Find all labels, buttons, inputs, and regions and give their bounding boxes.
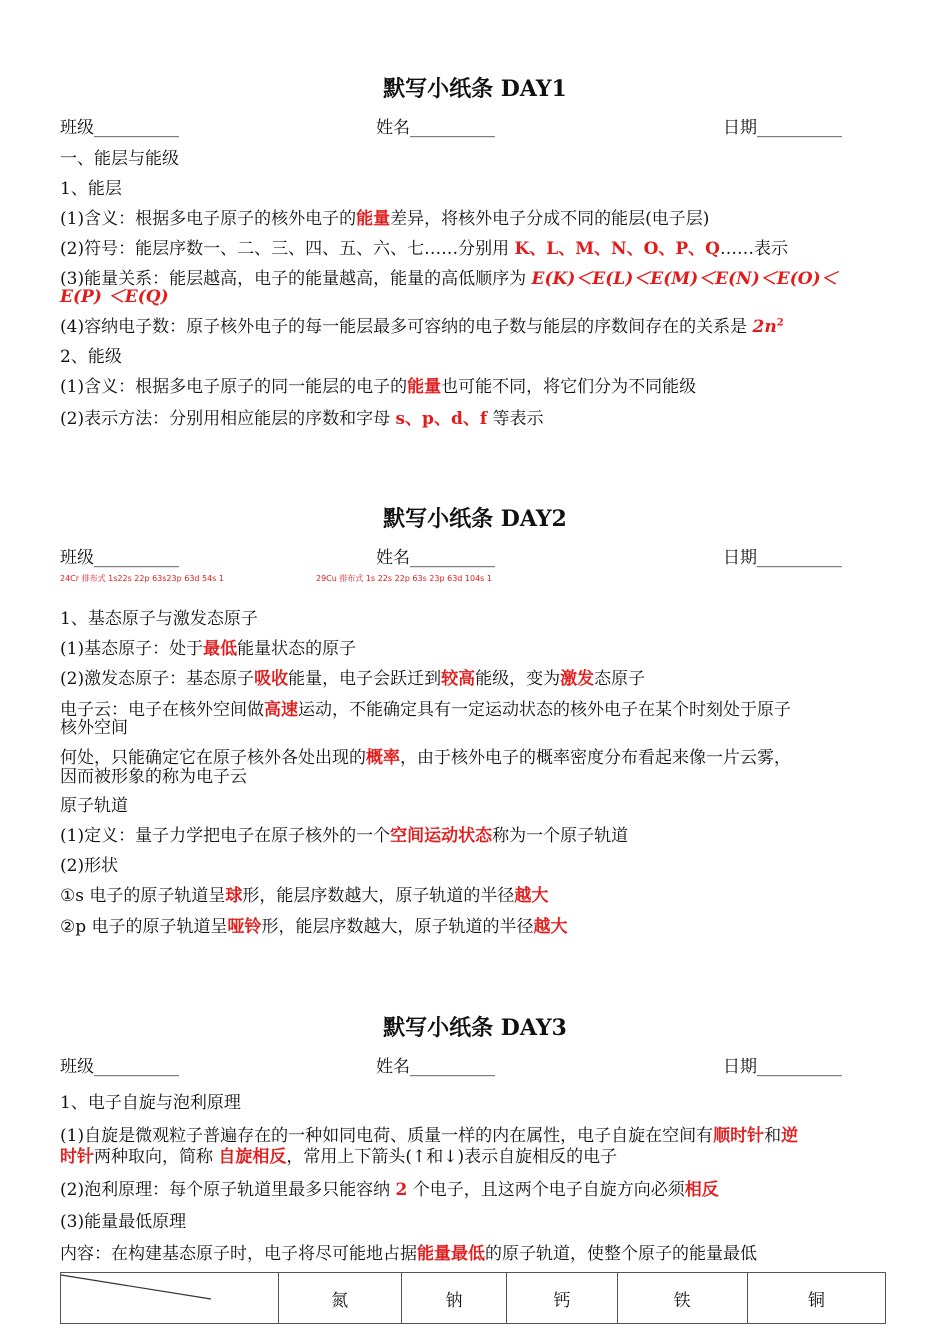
day3-sub-heading-1: 1、电子自旋与泡利原理 (60, 1093, 241, 1113)
day3-line-3: (2)泡利原理：每个原子轨道里最多只能容纳 2 个电子，且这两个电子自旋方向必须相反 (60, 1180, 719, 1200)
day3-line-5: 内容：在构建基态原子时，电子将尽可能地占据能量最低的原子轨道，使整个原子的能量最低 (60, 1244, 757, 1264)
day2-note-cu: 29Cu 排布式 1s 22s 22p 63s 23p 63d 104s 1 (316, 574, 492, 583)
day1-line-6: (2)表示方法：分别用相应能层的序数和字母 s、p、d、f 等表示 (60, 409, 544, 429)
table-header-cell[interactable]: 钠 (401, 1273, 506, 1324)
table-header-cell[interactable]: 钙 (507, 1273, 617, 1324)
day3-line-4: (3)能量最低原理 (60, 1212, 187, 1232)
table-header-cell[interactable]: 铁 (617, 1273, 747, 1324)
table-header-cell[interactable]: 铜 (747, 1273, 885, 1324)
day3-line-1: (1)自旋是微观粒子普遍存在的一种如同电荷、质量一样的内在属性，电子自旋在空间有顺时针和逆 (60, 1126, 799, 1146)
day2-line-4-cont: 因而被形象的称为电子云 (60, 767, 247, 787)
day1-name-field[interactable]: 姓名__________ (376, 118, 495, 138)
diagonal-line (61, 1273, 279, 1323)
day2-line-5: 原子轨道 (60, 796, 128, 816)
day1-class-field[interactable]: 班级__________ (60, 118, 179, 138)
table-diagonal-corner-cell[interactable] (61, 1273, 279, 1324)
day1-line-5: (1)含义：根据多电子原子的同一能层的电子的能量也可能不同，将它们分为不同能级 (60, 377, 697, 397)
day2-note-cr: 24Cr 排布式 1s22s 22p 63s23p 63d 54s 1 (60, 574, 225, 583)
day3-class-field[interactable]: 班级__________ (60, 1057, 179, 1077)
day2-date-field[interactable]: 日期__________ (723, 548, 842, 568)
day2-line-1: (1)基态原子：处于最低能量状态的原子 (60, 639, 357, 659)
day2-line-6: (1)定义：量子力学把电子在原子核外的一个空间运动状态称为一个原子轨道 (60, 826, 629, 846)
day1-title: 默写小纸条 DAY1 (383, 76, 567, 102)
day2-line-9: ②p 电子的原子轨道呈哑铃形，能层序数越大，原子轨道的半径越大 (60, 917, 568, 937)
day2-name-field[interactable]: 姓名__________ (376, 548, 495, 568)
day2-line-7: (2)形状 (60, 856, 119, 876)
table-row (61, 1273, 886, 1324)
day1-line-4: (4)容纳电子数：原子核外电子的每一能层最多可容纳的电子数与能层的序数间存在的关系是 $2n^2$ (60, 317, 784, 337)
day1-line-3: (3)能量关系：能层越高，电子的能量越高，能量的高低顺序为 E(K)＜E(L)＜E(M)＜E(N)＜E(O)＜ (60, 269, 838, 289)
element-table (60, 1272, 886, 1324)
day3-name-field[interactable]: 姓名__________ (376, 1057, 495, 1077)
day3-line-2: 时针两种取向，简称 自旋相反，常用上下箭头(↑和↓)表示自旋相反的电子 (60, 1147, 618, 1167)
day2-title: 默写小纸条 DAY2 (383, 506, 567, 532)
day2-line-2: (2)激发态原子：基态原子吸收能量，电子会跃迁到较高能级，变为激发态原子 (60, 669, 646, 689)
day2-line-4: 何处，只能确定它在原子核外各处出现的概率，由于核外电子的概率密度分布看起来像一片云雾， (60, 748, 791, 768)
day2-line-3-cont: 核外空间 (60, 718, 128, 738)
day1-line-2: (2)符号：能层序数一、二、三、四、五、六、七……分别用 K、L、M、N、O、P、Q……表示 (60, 239, 788, 259)
day2-line-8: ①s 电子的原子轨道呈球形，能层序数越大，原子轨道的半径越大 (60, 886, 549, 906)
day1-sub-heading-1: 1、能层 (60, 179, 122, 199)
table-header-cell[interactable]: 氮 (278, 1273, 401, 1324)
day3-title: 默写小纸条 DAY3 (383, 1015, 567, 1041)
day1-line-1: (1)含义：根据多电子原子的核外电子的能量差异，将核外电子分成不同的能层(电子层) (60, 209, 710, 229)
day2-class-field[interactable]: 班级__________ (60, 548, 179, 568)
day3-date-field[interactable]: 日期__________ (723, 1057, 842, 1077)
day2-line-3: 电子云：电子在核外空间做高速运动，不能确定具有一定运动状态的核外电子在某个时刻处于原子 (60, 700, 791, 720)
day2-sub-heading-1: 1、基态原子与激发态原子 (60, 609, 258, 629)
day1-date-field[interactable]: 日期__________ (723, 118, 842, 138)
day1-section-heading: 一、能层与能级 (60, 149, 179, 169)
day1-line-3-cont: E(P) ＜E(Q) (60, 287, 169, 307)
day1-sub-heading-2: 2、能级 (60, 347, 122, 367)
